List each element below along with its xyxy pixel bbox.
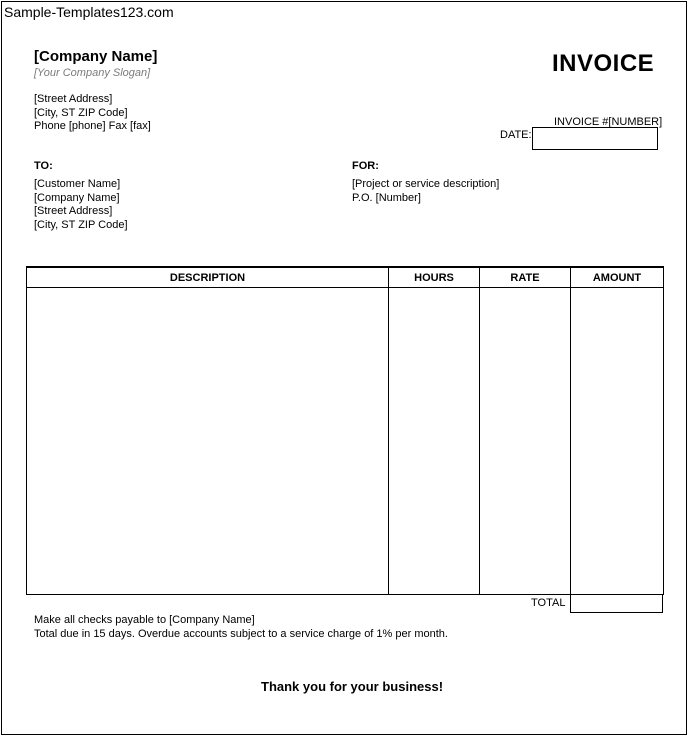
company-phone-fax: Phone [phone] Fax [fax]	[34, 120, 151, 132]
total-field[interactable]	[570, 594, 663, 613]
company-street: [Street Address]	[34, 93, 113, 105]
watermark-text: Sample-Templates123.com	[4, 4, 174, 20]
for-label: FOR:	[352, 160, 379, 172]
company-city: [City, ST ZIP Code]	[34, 106, 128, 119]
line-items-table	[26, 266, 664, 595]
to-label: TO:	[34, 160, 53, 172]
table-row	[27, 288, 664, 595]
company-address	[34, 93, 151, 134]
terms-note: Total due in 15 days. Overdue accounts subject to a service charge of 1% per month.	[34, 627, 448, 640]
column-header-hours: HOURS	[389, 267, 480, 288]
total-label: TOTAL	[531, 597, 566, 609]
rate-cell[interactable]	[480, 288, 571, 595]
company-slogan: [Your Company Slogan]	[34, 67, 151, 79]
column-header-amount: AMOUNT	[571, 267, 664, 288]
project-description: [Project or service description]	[352, 178, 500, 190]
company-name: [Company Name]	[34, 48, 158, 65]
thank-you-message: Thank you for your business!	[261, 679, 444, 694]
bill-to-block	[34, 178, 128, 232]
description-cell[interactable]	[27, 288, 389, 595]
invoice-number: INVOICE #[NUMBER]	[554, 116, 663, 128]
invoice-title: INVOICE	[552, 50, 655, 77]
column-header-rate: RATE	[480, 267, 571, 288]
for-block	[352, 178, 499, 205]
customer-street: [Street Address]	[34, 205, 113, 217]
customer-name: [Customer Name]	[34, 178, 121, 190]
customer-company: [Company Name]	[34, 191, 120, 204]
date-field[interactable]	[532, 127, 658, 150]
payable-note: Make all checks payable to [Company Name]	[34, 614, 255, 626]
customer-city: [City, ST ZIP Code]	[34, 218, 128, 231]
date-label: DATE:	[500, 129, 532, 141]
payment-notes	[34, 614, 448, 641]
po-number: P.O. [Number]	[352, 191, 421, 204]
amount-cell[interactable]	[571, 288, 664, 595]
column-header-description: DESCRIPTION	[27, 267, 389, 288]
table-header-row	[27, 267, 664, 288]
hours-cell[interactable]	[389, 288, 480, 595]
